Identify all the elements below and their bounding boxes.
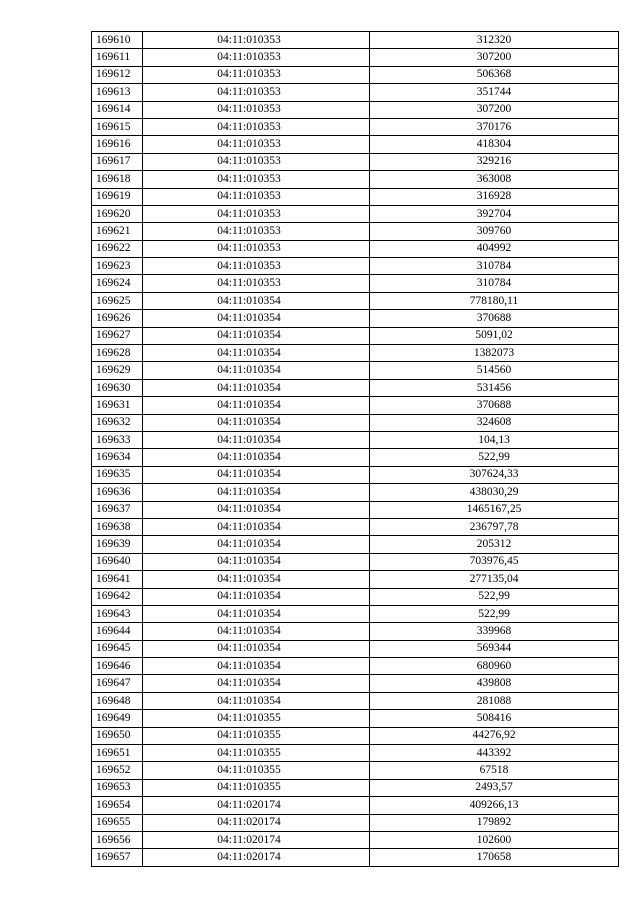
row-number-cell: 169639 [92,536,143,553]
row-number-cell: 169640 [92,553,143,570]
value-cell: 370688 [370,397,619,414]
row-number-cell: 169649 [92,710,143,727]
table-row [92,449,619,466]
value-cell: 522,99 [370,588,619,605]
row-number-cell: 169610 [92,32,143,49]
cadastral-code-cell: 04:11:010354 [143,379,370,396]
row-number-cell: 169628 [92,345,143,362]
value-cell: 1382073 [370,345,619,362]
table-row [92,466,619,483]
cadastral-code-cell: 04:11:020174 [143,814,370,831]
table-row [92,118,619,135]
row-number-cell: 169634 [92,449,143,466]
value-cell: 104,13 [370,431,619,448]
cadastral-code-cell: 04:11:010354 [143,431,370,448]
cadastral-code-cell: 04:11:010353 [143,258,370,275]
table-row [92,605,619,622]
table-row [92,623,619,640]
data-table [91,31,619,867]
table-row [92,797,619,814]
table-row [92,692,619,709]
cadastral-code-cell: 04:11:010354 [143,310,370,327]
value-cell: 310784 [370,275,619,292]
table-row [92,292,619,309]
cadastral-code-cell: 04:11:010354 [143,362,370,379]
row-number-cell: 169644 [92,623,143,640]
value-cell: 680960 [370,658,619,675]
table-row [92,814,619,831]
cadastral-code-cell: 04:11:010354 [143,588,370,605]
value-cell: 310784 [370,258,619,275]
value-cell: 277135,04 [370,571,619,588]
table-row [92,588,619,605]
value-cell: 363008 [370,171,619,188]
row-number-cell: 169636 [92,484,143,501]
table-row [92,553,619,570]
value-cell: 339968 [370,623,619,640]
value-cell: 307200 [370,49,619,66]
row-number-cell: 169641 [92,571,143,588]
row-number-cell: 169654 [92,797,143,814]
table-row [92,171,619,188]
row-number-cell: 169617 [92,153,143,170]
value-cell: 170658 [370,849,619,866]
value-cell: 351744 [370,84,619,101]
value-cell: 778180,11 [370,292,619,309]
value-cell: 324608 [370,414,619,431]
table-row [92,66,619,83]
row-number-cell: 169637 [92,501,143,518]
cadastral-code-cell: 04:11:010354 [143,484,370,501]
value-cell: 508416 [370,710,619,727]
value-cell: 44276,92 [370,727,619,744]
cadastral-code-cell: 04:11:010353 [143,49,370,66]
row-number-cell: 169625 [92,292,143,309]
cadastral-code-cell: 04:11:010354 [143,466,370,483]
value-cell: 370176 [370,118,619,135]
row-number-cell: 169632 [92,414,143,431]
value-cell: 316928 [370,188,619,205]
row-number-cell: 169631 [92,397,143,414]
value-cell: 67518 [370,762,619,779]
table-row [92,379,619,396]
table-row [92,49,619,66]
value-cell: 309760 [370,223,619,240]
value-cell: 236797,78 [370,518,619,535]
cadastral-code-cell: 04:11:010354 [143,518,370,535]
value-cell: 2493,57 [370,779,619,796]
cadastral-code-cell: 04:11:010354 [143,640,370,657]
table-row [92,205,619,222]
cadastral-code-cell: 04:11:010353 [143,32,370,49]
cadastral-code-cell: 04:11:010353 [143,223,370,240]
value-cell: 522,99 [370,605,619,622]
table-row [92,710,619,727]
row-number-cell: 169638 [92,518,143,535]
table-row [92,779,619,796]
table-row [92,640,619,657]
row-number-cell: 169629 [92,362,143,379]
cadastral-code-cell: 04:11:010354 [143,536,370,553]
row-number-cell: 169630 [92,379,143,396]
value-cell: 307624,33 [370,466,619,483]
value-cell: 404992 [370,240,619,257]
row-number-cell: 169652 [92,762,143,779]
table-row [92,414,619,431]
row-number-cell: 169650 [92,727,143,744]
cadastral-code-cell: 04:11:010353 [143,84,370,101]
cadastral-code-cell: 04:11:010353 [143,101,370,118]
value-cell: 307200 [370,101,619,118]
table-row [92,136,619,153]
table-row [92,153,619,170]
row-number-cell: 169642 [92,588,143,605]
row-number-cell: 169612 [92,66,143,83]
row-number-cell: 169653 [92,779,143,796]
row-number-cell: 169626 [92,310,143,327]
row-number-cell: 169647 [92,675,143,692]
row-number-cell: 169620 [92,205,143,222]
row-number-cell: 169646 [92,658,143,675]
table-row [92,484,619,501]
value-cell: 438030,29 [370,484,619,501]
value-cell: 531456 [370,379,619,396]
row-number-cell: 169643 [92,605,143,622]
cadastral-code-cell: 04:11:010354 [143,292,370,309]
value-cell: 370688 [370,310,619,327]
table-row [92,188,619,205]
row-number-cell: 169611 [92,49,143,66]
table-row [92,571,619,588]
cadastral-code-cell: 04:11:010353 [143,205,370,222]
value-cell: 392704 [370,205,619,222]
cadastral-code-cell: 04:11:020174 [143,849,370,866]
table-row [92,84,619,101]
row-number-cell: 169655 [92,814,143,831]
table-row [92,431,619,448]
value-cell: 329216 [370,153,619,170]
cadastral-code-cell: 04:11:010353 [143,188,370,205]
cadastral-code-cell: 04:11:010354 [143,605,370,622]
cadastral-code-cell: 04:11:010353 [143,153,370,170]
table-row [92,536,619,553]
cadastral-code-cell: 04:11:010353 [143,240,370,257]
row-number-cell: 169615 [92,118,143,135]
value-cell: 703976,45 [370,553,619,570]
table-row [92,258,619,275]
row-number-cell: 169622 [92,240,143,257]
row-number-cell: 169651 [92,745,143,762]
row-number-cell: 169624 [92,275,143,292]
row-number-cell: 169619 [92,188,143,205]
table-row [92,345,619,362]
row-number-cell: 169618 [92,171,143,188]
cadastral-code-cell: 04:11:010354 [143,658,370,675]
cadastral-code-cell: 04:11:010355 [143,727,370,744]
row-number-cell: 169621 [92,223,143,240]
row-number-cell: 169635 [92,466,143,483]
row-number-cell: 169614 [92,101,143,118]
cadastral-code-cell: 04:11:010355 [143,779,370,796]
row-number-cell: 169616 [92,136,143,153]
value-cell: 439808 [370,675,619,692]
table-row [92,727,619,744]
row-number-cell: 169627 [92,327,143,344]
row-number-cell: 169645 [92,640,143,657]
cadastral-code-cell: 04:11:010354 [143,501,370,518]
cadastral-code-cell: 04:11:010355 [143,762,370,779]
row-number-cell: 169656 [92,831,143,848]
table-row [92,310,619,327]
value-cell: 418304 [370,136,619,153]
value-cell: 506368 [370,66,619,83]
table-row [92,518,619,535]
table-row [92,397,619,414]
cadastral-code-cell: 04:11:010354 [143,571,370,588]
value-cell: 5091,02 [370,327,619,344]
cadastral-code-cell: 04:11:010354 [143,623,370,640]
row-number-cell: 169633 [92,431,143,448]
table-row [92,275,619,292]
row-number-cell: 169648 [92,692,143,709]
cadastral-code-cell: 04:11:010354 [143,414,370,431]
table-row [92,745,619,762]
cadastral-code-cell: 04:11:010354 [143,397,370,414]
cadastral-code-cell: 04:11:010355 [143,710,370,727]
cadastral-code-cell: 04:11:020174 [143,831,370,848]
cadastral-code-cell: 04:11:010353 [143,171,370,188]
row-number-cell: 169613 [92,84,143,101]
table-row [92,658,619,675]
value-cell: 102600 [370,831,619,848]
cadastral-code-cell: 04:11:020174 [143,797,370,814]
value-cell: 569344 [370,640,619,657]
cadastral-code-cell: 04:11:010353 [143,275,370,292]
cadastral-code-cell: 04:11:010353 [143,136,370,153]
value-cell: 1465167,25 [370,501,619,518]
table-row [92,762,619,779]
table-row [92,831,619,848]
cadastral-code-cell: 04:11:010353 [143,66,370,83]
value-cell: 205312 [370,536,619,553]
table-body [92,32,619,867]
row-number-cell: 169623 [92,258,143,275]
table-row [92,240,619,257]
cadastral-code-cell: 04:11:010354 [143,692,370,709]
table-row [92,849,619,866]
cadastral-code-cell: 04:11:010354 [143,449,370,466]
cadastral-code-cell: 04:11:010354 [143,553,370,570]
table-row [92,675,619,692]
cadastral-code-cell: 04:11:010355 [143,745,370,762]
value-cell: 281088 [370,692,619,709]
cadastral-code-cell: 04:11:010353 [143,118,370,135]
value-cell: 514560 [370,362,619,379]
row-number-cell: 169657 [92,849,143,866]
table-row [92,223,619,240]
cadastral-code-cell: 04:11:010354 [143,345,370,362]
table-row [92,101,619,118]
cadastral-code-cell: 04:11:010354 [143,327,370,344]
table-row [92,32,619,49]
value-cell: 312320 [370,32,619,49]
value-cell: 443392 [370,745,619,762]
value-cell: 179892 [370,814,619,831]
value-cell: 522,99 [370,449,619,466]
table-row [92,362,619,379]
value-cell: 409266,13 [370,797,619,814]
table-row [92,501,619,518]
cadastral-code-cell: 04:11:010354 [143,675,370,692]
table-row [92,327,619,344]
